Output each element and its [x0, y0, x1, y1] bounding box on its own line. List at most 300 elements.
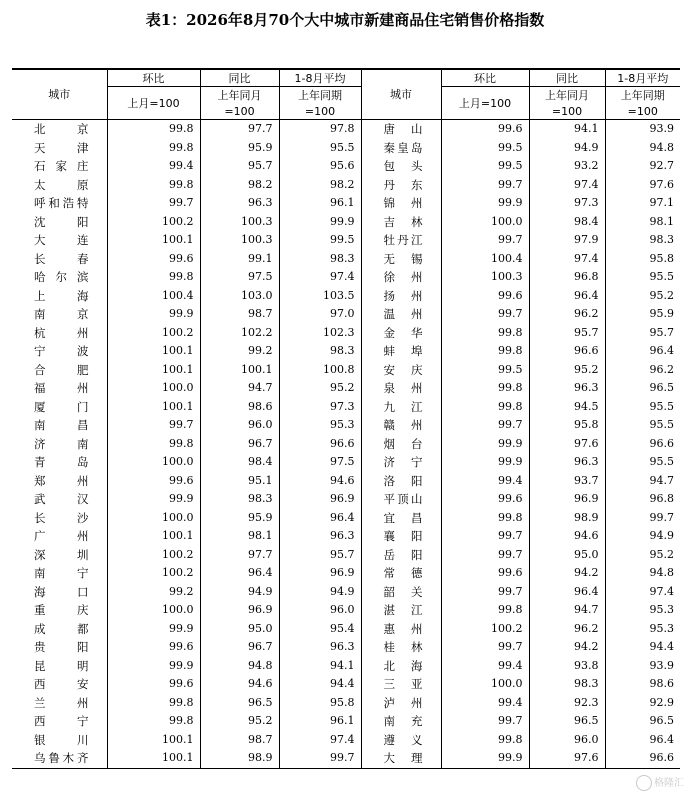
yoy-value: 97.4: [529, 176, 605, 195]
mom-value: 99.9: [107, 657, 200, 676]
mom-value: 100.2: [107, 324, 200, 343]
avg-value: 95.8: [605, 250, 680, 269]
table-body: [12, 120, 680, 769]
table-row: [12, 231, 680, 250]
city-name: 宁波: [34, 344, 89, 358]
watermark-logo-icon: [636, 775, 652, 791]
mom-value: 100.0: [441, 213, 529, 232]
yoy-value: 93.8: [529, 657, 605, 676]
yoy-base: 上年同月: [529, 87, 605, 104]
mom-value: 99.7: [441, 231, 529, 250]
yoy-value: 98.2: [200, 176, 279, 195]
table-row: [12, 620, 680, 639]
city-name: 济南: [34, 436, 89, 451]
yoy-value: 94.2: [529, 638, 605, 657]
mom-value: 100.1: [107, 342, 200, 361]
yoy-value: 95.2: [200, 712, 279, 731]
city-name: 北海: [361, 657, 441, 676]
mom-value: 99.6: [107, 675, 200, 694]
city-name: 徐州: [361, 268, 441, 287]
avg-value: 96.6: [279, 435, 361, 454]
city-name: 郑州: [34, 473, 89, 488]
mom-value: 99.9: [441, 453, 529, 472]
avg-value: 95.7: [605, 324, 680, 343]
yoy-value: 94.1: [529, 120, 605, 139]
city-name: 兰州: [34, 695, 89, 710]
yoy-value: 95.9: [200, 509, 279, 528]
mom-value: 99.8: [441, 601, 529, 620]
table-row: [12, 527, 680, 546]
yoy-base-eq: =100: [529, 103, 605, 120]
mom-value: 100.3: [441, 268, 529, 287]
avg-value: 102.3: [279, 324, 361, 343]
yoy-value: 97.7: [200, 120, 279, 139]
avg-value: 96.5: [605, 379, 680, 398]
table-row: [12, 305, 680, 324]
yoy-value: 100.3: [200, 231, 279, 250]
avg-value: 96.6: [605, 435, 680, 454]
yoy-value: 94.2: [529, 564, 605, 583]
city-name: 赣州: [361, 416, 441, 435]
avg-value: 99.9: [279, 213, 361, 232]
city-name: 深圳: [34, 547, 89, 562]
yoy-value: 94.9: [200, 583, 279, 602]
yoy-value: 94.8: [200, 657, 279, 676]
table-row: [12, 712, 680, 731]
avg-value: 97.4: [279, 731, 361, 750]
avg-value: 96.3: [279, 527, 361, 546]
city-name: 南京: [34, 307, 89, 321]
city-name: 哈尔滨: [34, 270, 89, 284]
watermark-text: 格隆汇: [654, 778, 684, 789]
mom-value: 99.4: [441, 694, 529, 713]
table-row: [12, 490, 680, 509]
mom-value: 99.7: [441, 527, 529, 546]
mom-value: 99.6: [441, 287, 529, 306]
avg-value: 97.3: [279, 398, 361, 417]
table-row: [12, 398, 680, 417]
city-name: 常德: [361, 564, 441, 583]
mom-value: 100.2: [107, 213, 200, 232]
avg-value: 96.9: [279, 564, 361, 583]
mom-value: 99.6: [441, 490, 529, 509]
city-name: 三亚: [361, 675, 441, 694]
avg-base-eq: =100: [279, 103, 361, 120]
city-name: 襄阳: [361, 527, 441, 546]
mom-value: 100.2: [441, 620, 529, 639]
city-name: 唐山: [361, 120, 441, 139]
city-name: 石家庄: [34, 159, 89, 173]
yoy-value: 99.1: [200, 250, 279, 269]
mom-value: 99.7: [107, 416, 200, 435]
mom-value: 100.0: [107, 601, 200, 620]
avg-base-eq: =100: [605, 103, 680, 120]
mom-value: 99.6: [441, 564, 529, 583]
avg-value: 94.7: [605, 472, 680, 491]
yoy-value: 102.2: [200, 324, 279, 343]
avg-header: 1-8月平均: [279, 69, 361, 87]
city-name: 温州: [361, 305, 441, 324]
city-name: 长沙: [34, 510, 89, 525]
yoy-value: 92.3: [529, 694, 605, 713]
avg-value: 95.2: [605, 287, 680, 306]
yoy-value: 96.7: [200, 435, 279, 454]
city-name: 岳阳: [361, 546, 441, 565]
city-header-right: 城市: [361, 69, 441, 120]
mom-value: 100.2: [107, 546, 200, 565]
table-row: [12, 268, 680, 287]
yoy-value: 94.7: [200, 379, 279, 398]
avg-value: 96.8: [605, 490, 680, 509]
mom-value: 99.8: [107, 139, 200, 158]
city-name: 广州: [34, 529, 89, 543]
mom-value: 99.7: [107, 194, 200, 213]
mom-value: 99.4: [441, 657, 529, 676]
yoy-value: 96.0: [529, 731, 605, 750]
yoy-value: 98.3: [200, 490, 279, 509]
city-name: 锦州: [361, 194, 441, 213]
avg-value: 92.9: [605, 694, 680, 713]
avg-value: 95.8: [279, 694, 361, 713]
yoy-value: 95.0: [529, 546, 605, 565]
yoy-value: 98.7: [200, 305, 279, 324]
avg-base: 上年同期: [279, 87, 361, 104]
yoy-value: 95.1: [200, 472, 279, 491]
avg-value: 97.8: [279, 120, 361, 139]
avg-value: 96.3: [279, 638, 361, 657]
mom-base: 上月=100: [441, 87, 529, 120]
yoy-value: 98.6: [200, 398, 279, 417]
mom-value: 99.9: [441, 194, 529, 213]
mom-value: 99.6: [107, 472, 200, 491]
avg-value: 99.7: [279, 749, 361, 768]
table-row: [12, 250, 680, 269]
mom-base: 上月=100: [107, 87, 200, 120]
avg-value: 94.8: [605, 564, 680, 583]
avg-value: 98.1: [605, 213, 680, 232]
avg-value: 95.2: [279, 379, 361, 398]
city-name: 西宁: [34, 714, 89, 728]
table-row: [12, 509, 680, 528]
avg-value: 95.2: [605, 546, 680, 565]
table-row: [12, 749, 680, 768]
avg-value: 95.5: [605, 453, 680, 472]
mom-value: 99.7: [441, 546, 529, 565]
city-name: 福州: [34, 381, 89, 395]
avg-value: 94.8: [605, 139, 680, 158]
avg-value: 96.4: [605, 342, 680, 361]
yoy-value: 96.6: [529, 342, 605, 361]
mom-value: 99.7: [441, 583, 529, 602]
yoy-value: 96.4: [529, 287, 605, 306]
avg-value: 92.7: [605, 157, 680, 176]
mom-value: 100.1: [107, 749, 200, 768]
avg-value: 95.3: [605, 620, 680, 639]
avg-value: 95.9: [605, 305, 680, 324]
city-name: 大连: [34, 233, 89, 247]
table-row: [12, 731, 680, 750]
avg-value: 99.5: [279, 231, 361, 250]
city-name: 平顶山: [361, 490, 441, 509]
yoy-base: 上年同月: [200, 87, 279, 104]
yoy-value: 97.6: [529, 435, 605, 454]
yoy-value: 95.9: [200, 139, 279, 158]
yoy-value: 98.4: [529, 213, 605, 232]
yoy-value: 95.8: [529, 416, 605, 435]
avg-value: 97.1: [605, 194, 680, 213]
yoy-value: 97.4: [529, 250, 605, 269]
avg-value: 94.9: [279, 583, 361, 602]
city-name: 成都: [34, 621, 89, 636]
yoy-value: 94.6: [529, 527, 605, 546]
mom-value: 100.1: [107, 398, 200, 417]
mom-value: 99.6: [441, 120, 529, 139]
mom-value: 99.8: [441, 324, 529, 343]
mom-value: 99.9: [441, 435, 529, 454]
city-name: 武汉: [34, 492, 89, 506]
avg-value: 96.4: [605, 731, 680, 750]
city-name: 重庆: [34, 603, 89, 617]
avg-value: 96.2: [605, 361, 680, 380]
city-name: 海口: [34, 584, 89, 599]
avg-value: 94.1: [279, 657, 361, 676]
table-row: [12, 583, 680, 602]
mom-value: 99.8: [441, 398, 529, 417]
yoy-value: 96.9: [529, 490, 605, 509]
city-name: 无锡: [361, 250, 441, 269]
city-name: 贵阳: [34, 640, 89, 654]
city-name: 沈阳: [34, 214, 89, 229]
city-name: 蚌埠: [361, 342, 441, 361]
mom-value: 99.8: [441, 731, 529, 750]
city-name: 南充: [361, 712, 441, 731]
table-row: [12, 472, 680, 491]
mom-value: 100.0: [107, 509, 200, 528]
mom-header: 环比: [107, 69, 200, 87]
mom-value: 99.4: [441, 472, 529, 491]
city-name: 泉州: [361, 379, 441, 398]
city-name: 呼和浩特: [34, 196, 89, 210]
yoy-value: 97.7: [200, 546, 279, 565]
mom-value: 99.2: [107, 583, 200, 602]
table-row: [12, 601, 680, 620]
avg-value: 96.6: [605, 749, 680, 768]
yoy-value: 96.7: [200, 638, 279, 657]
mom-value: 100.0: [107, 379, 200, 398]
table-row: [12, 564, 680, 583]
avg-value: 96.4: [279, 509, 361, 528]
table-row: [12, 287, 680, 306]
yoy-value: 96.2: [529, 305, 605, 324]
mom-value: 100.1: [107, 231, 200, 250]
table-row: [12, 194, 680, 213]
mom-value: 99.7: [441, 712, 529, 731]
table-row: [12, 453, 680, 472]
avg-value: 96.5: [605, 712, 680, 731]
avg-value: 97.5: [279, 453, 361, 472]
mom-value: 99.6: [107, 638, 200, 657]
mom-value: 99.9: [107, 620, 200, 639]
city-name: 南宁: [34, 566, 89, 580]
avg-value: 99.7: [605, 509, 680, 528]
yoy-value: 96.5: [200, 694, 279, 713]
mom-value: 99.8: [441, 379, 529, 398]
table-row: [12, 342, 680, 361]
mom-value: 99.9: [107, 305, 200, 324]
avg-value: 95.5: [605, 398, 680, 417]
avg-value: 95.3: [605, 601, 680, 620]
city-name: 南昌: [34, 418, 89, 432]
mom-value: 99.6: [107, 250, 200, 269]
avg-value: 95.5: [279, 139, 361, 158]
city-name: 九江: [361, 398, 441, 417]
city-name: 洛阳: [361, 472, 441, 491]
avg-value: 93.9: [605, 657, 680, 676]
avg-value: 98.3: [605, 231, 680, 250]
mom-value: 99.8: [107, 694, 200, 713]
avg-value: 96.0: [279, 601, 361, 620]
yoy-value: 93.2: [529, 157, 605, 176]
mom-value: 99.7: [441, 176, 529, 195]
avg-value: 95.5: [605, 268, 680, 287]
table-row: [12, 379, 680, 398]
avg-value: 93.9: [605, 120, 680, 139]
table-row: [12, 139, 680, 158]
avg-value: 97.4: [279, 268, 361, 287]
yoy-header: 同比: [200, 69, 279, 87]
city-header-left: 城市: [12, 69, 107, 120]
table-row: [12, 157, 680, 176]
yoy-value: 96.8: [529, 268, 605, 287]
avg-value: 97.0: [279, 305, 361, 324]
city-name: 厦门: [34, 399, 89, 414]
city-name: 金华: [361, 324, 441, 343]
city-name: 秦皇岛: [361, 139, 441, 158]
mom-value: 99.8: [107, 268, 200, 287]
city-name: 昆明: [34, 658, 89, 673]
yoy-value: 97.3: [529, 194, 605, 213]
city-name: 合肥: [34, 362, 89, 377]
yoy-value: 95.0: [200, 620, 279, 639]
mom-value: 100.0: [107, 453, 200, 472]
mom-value: 100.4: [441, 250, 529, 269]
avg-value: 98.3: [279, 342, 361, 361]
city-name: 乌鲁木齐: [12, 749, 107, 768]
city-name: 杭州: [34, 325, 89, 340]
yoy-value: 97.9: [529, 231, 605, 250]
avg-value: 98.3: [279, 250, 361, 269]
yoy-value: 99.2: [200, 342, 279, 361]
yoy-value: 98.1: [200, 527, 279, 546]
mom-value: 100.1: [107, 527, 200, 546]
mom-value: 100.4: [107, 287, 200, 306]
table-row: [12, 361, 680, 380]
table-row: [12, 176, 680, 195]
yoy-value: 94.7: [529, 601, 605, 620]
city-name: 湛江: [361, 601, 441, 620]
city-name: 太原: [34, 177, 89, 192]
avg-value: 96.1: [279, 712, 361, 731]
yoy-value: 96.2: [529, 620, 605, 639]
price-index-table: [12, 68, 680, 769]
mom-value: 99.4: [107, 157, 200, 176]
mom-value: 100.1: [107, 731, 200, 750]
table-row: [12, 675, 680, 694]
yoy-value: 95.7: [200, 157, 279, 176]
city-name: 北京: [12, 120, 107, 139]
yoy-value: 94.9: [529, 139, 605, 158]
city-name: 桂林: [361, 638, 441, 657]
city-name: 扬州: [361, 287, 441, 306]
mom-value: 99.8: [107, 435, 200, 454]
city-name: 牡丹江: [361, 231, 441, 250]
mom-value: 99.8: [441, 509, 529, 528]
city-name: 韶关: [361, 583, 441, 602]
avg-value: 94.9: [605, 527, 680, 546]
mom-value: 100.1: [107, 361, 200, 380]
avg-value: 98.6: [605, 675, 680, 694]
yoy-value: 96.9: [200, 601, 279, 620]
avg-value: 94.6: [279, 472, 361, 491]
avg-value: 96.1: [279, 194, 361, 213]
mom-value: 99.7: [441, 416, 529, 435]
yoy-value: 98.9: [529, 509, 605, 528]
table-row: [12, 546, 680, 565]
table-row: [12, 213, 680, 232]
city-name: 长春: [34, 251, 89, 266]
yoy-value: 97.6: [529, 749, 605, 768]
avg-value: 95.3: [279, 416, 361, 435]
avg-value: 94.4: [605, 638, 680, 657]
city-name: 上海: [34, 288, 89, 303]
avg-header: 1-8月平均: [605, 69, 680, 87]
avg-value: 95.5: [605, 416, 680, 435]
yoy-value: 100.3: [200, 213, 279, 232]
mom-value: 99.8: [441, 342, 529, 361]
yoy-value: 97.5: [200, 268, 279, 287]
avg-value: 103.5: [279, 287, 361, 306]
table-row: [12, 657, 680, 676]
yoy-value: 96.3: [529, 379, 605, 398]
mom-value: 99.8: [107, 712, 200, 731]
avg-value: 95.4: [279, 620, 361, 639]
yoy-base-eq: =100: [200, 103, 279, 120]
yoy-header: 同比: [529, 69, 605, 87]
yoy-value: 103.0: [200, 287, 279, 306]
yoy-value: 98.4: [200, 453, 279, 472]
city-name: 吉林: [361, 213, 441, 232]
mom-header: 环比: [441, 69, 529, 87]
city-name: 天津: [34, 140, 89, 155]
avg-value: 96.9: [279, 490, 361, 509]
yoy-value: 94.6: [200, 675, 279, 694]
yoy-value: 94.5: [529, 398, 605, 417]
city-name: 青岛: [34, 455, 89, 469]
mom-value: 99.9: [107, 490, 200, 509]
avg-value: 97.4: [605, 583, 680, 602]
city-name: 泸州: [361, 694, 441, 713]
avg-value: 95.7: [279, 546, 361, 565]
city-name: 银川: [34, 732, 89, 747]
city-name: 宜昌: [361, 509, 441, 528]
avg-value: 100.8: [279, 361, 361, 380]
yoy-value: 96.4: [529, 583, 605, 602]
table-row: [12, 638, 680, 657]
table-title: 表1：2026年8月70个大中城市新建商品住宅销售价格指数: [145, 11, 545, 29]
mom-value: 100.2: [107, 564, 200, 583]
avg-value: 98.2: [279, 176, 361, 195]
yoy-value: 98.9: [200, 749, 279, 768]
